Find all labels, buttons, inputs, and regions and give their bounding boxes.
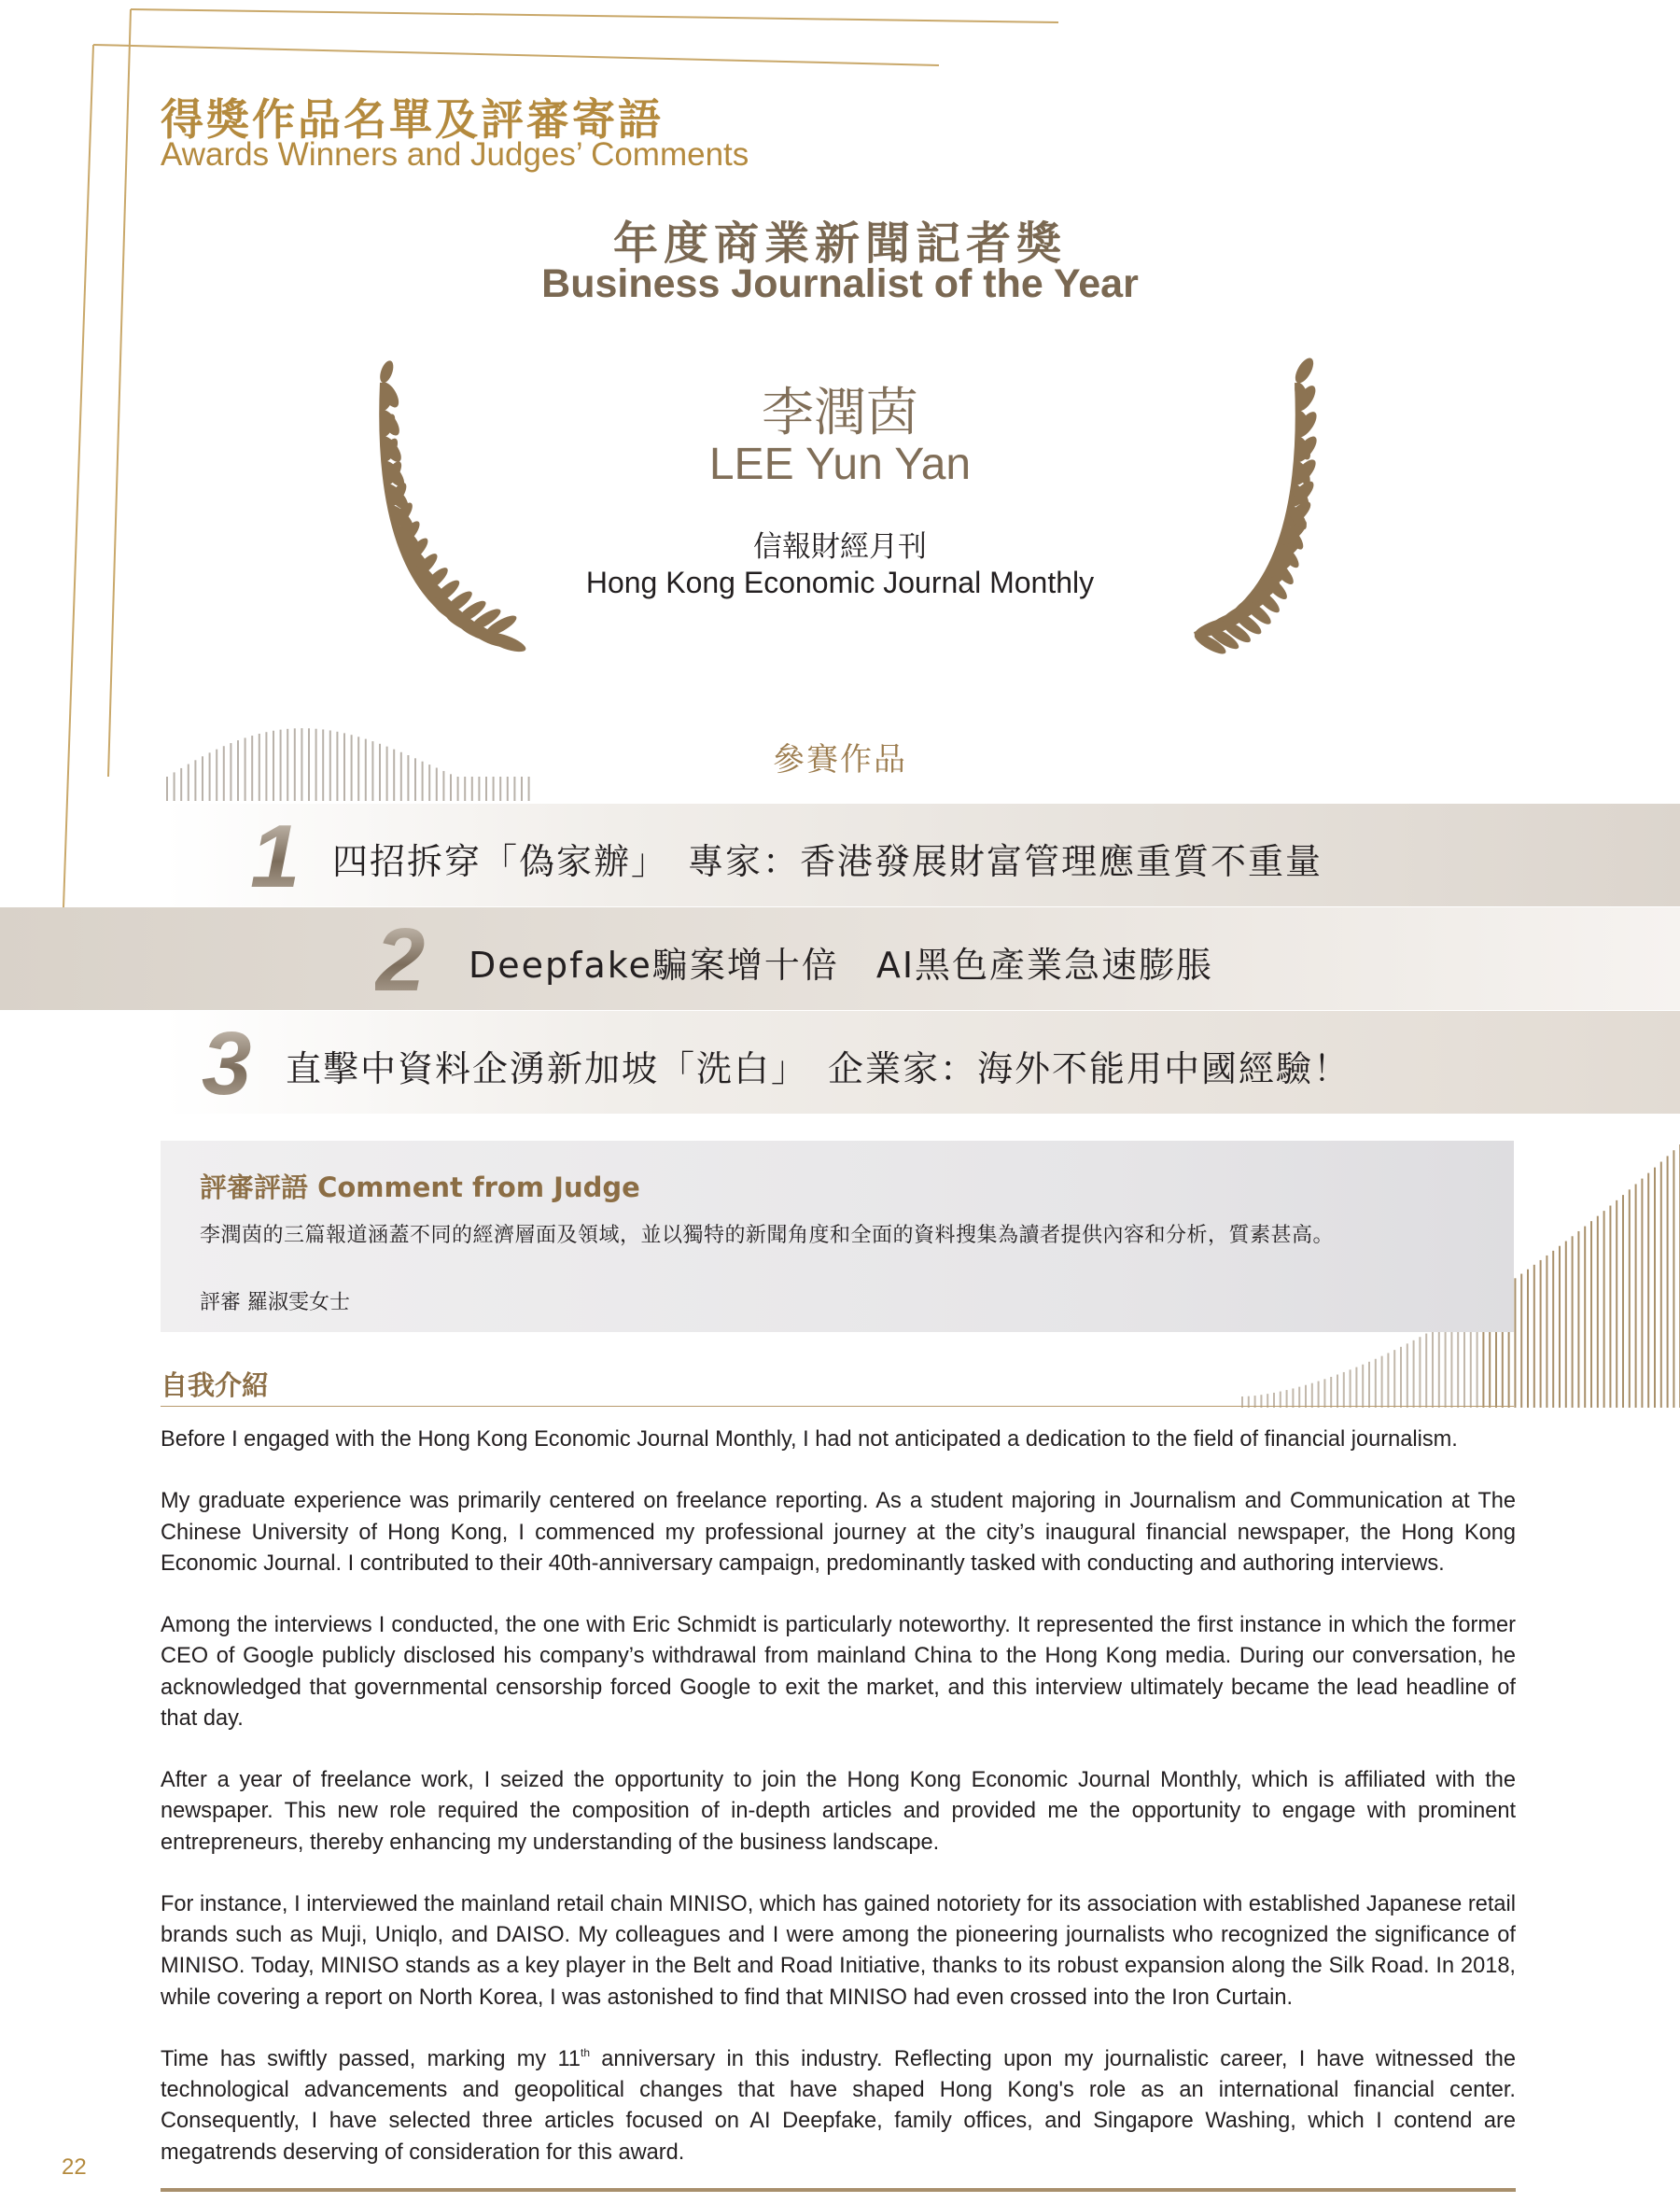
bar-wave-left-stroke [166, 777, 168, 801]
bar-wave-left-stroke [464, 777, 466, 801]
bar-wave-left-stroke [478, 777, 480, 801]
bar-wave-right-stroke [1337, 1375, 1338, 1408]
bar-wave-right-stroke [1622, 1195, 1624, 1408]
publication-zh: 信報財經月刊 [753, 530, 927, 564]
bar-wave-right-stroke [1419, 1337, 1421, 1408]
judge-comment-text: 李潤茵的三篇報道涵蓋不同的經濟層面及領域，並以獨特的新聞角度和全面的資料搜集為讀者提供內容和分析，質素甚高。 [200, 1224, 1335, 1247]
bar-wave-right-stroke [1362, 1365, 1364, 1408]
bar-wave-right-stroke [1520, 1274, 1522, 1408]
bar-wave-right-stroke [1298, 1387, 1300, 1408]
bar-wave-right-stroke [1413, 1340, 1415, 1408]
bar-wave-right-stroke [1673, 1150, 1674, 1408]
bar-wave-right-stroke [1387, 1353, 1389, 1408]
self-intro-body [161, 1424, 1516, 2168]
bar-wave-left-stroke [471, 777, 473, 801]
bar-wave-left-stroke [499, 777, 501, 801]
publication-en: Hong Kong Economic Journal Monthly [585, 566, 1095, 599]
bar-wave-right-stroke [1584, 1227, 1586, 1408]
bar-wave-right-stroke [1407, 1343, 1408, 1408]
winner-name-en: LEE Yun Yan [708, 440, 972, 489]
bar-wave-left-stroke [528, 777, 530, 801]
bar-wave-right-stroke [1350, 1369, 1351, 1408]
bar-wave-right-stroke [1400, 1347, 1402, 1408]
bar-wave-right-stroke [1514, 1278, 1516, 1408]
bar-wave-right-stroke [1445, 1323, 1447, 1408]
bar-wave-right-stroke [1318, 1382, 1320, 1408]
bar-wave-right-stroke [1635, 1184, 1637, 1408]
self-intro-divider [161, 1406, 1514, 1407]
ordinal-suffix: th [581, 2045, 591, 2059]
bar-wave-right-stroke [1603, 1211, 1605, 1408]
bar-wave-right-stroke [1667, 1156, 1669, 1408]
entry-number-3: 3 [202, 1014, 252, 1114]
bar-wave-right-stroke [1559, 1246, 1561, 1408]
bar-wave-right-stroke [1616, 1200, 1617, 1408]
bar-wave-right-stroke [1432, 1330, 1434, 1408]
bar-wave-right-stroke [1572, 1236, 1574, 1408]
frame-line-top-2 [131, 9, 1058, 22]
judge-comment-title: 評審評語 Comment from Judge [200, 1172, 640, 1203]
entry-number-2: 2 [375, 910, 426, 1010]
bar-wave-right-stroke [1330, 1377, 1332, 1408]
bar-wave-right-stroke [1292, 1388, 1294, 1408]
intro-paragraph-6 [161, 2044, 1516, 2168]
entry-number-1: 1 [250, 807, 301, 906]
bar-wave-right-stroke [1609, 1206, 1611, 1408]
bar-wave-left-stroke [507, 777, 509, 801]
intro-paragraph-5: For instance, I interviewed the mainland retail chain MINISO, which has gained notoriety for its association with established Japanese retail brands such as Muji, Uniqlo, and DAISO. My colleagues and I were among the pioneering journalists who recognized the significance of MINISO. Today, MINISO stands as a key player in the Belt and Road Initiative, thanks to its robust expansion along the Silk Road. In 2018, while covering a report on North Korea, I was astonished to find that MINISO had even crossed into the Iron Curtain. [161, 1891, 1516, 2010]
bar-wave-right-stroke [1393, 1350, 1395, 1408]
bar-wave-right-stroke [1527, 1270, 1529, 1408]
entry-title-1: 四招拆穿「偽家辦」 專家：香港發展財富管理應重質不重量 [332, 841, 1323, 882]
bar-wave-left-stroke [457, 777, 459, 801]
bar-wave-right-stroke [1425, 1334, 1427, 1408]
bar-wave-left-stroke [521, 777, 523, 801]
bar-wave-right-stroke [1647, 1173, 1649, 1408]
bar-wave-right-stroke [1629, 1189, 1631, 1408]
section-title-zh: 得獎作品名單及評審寄語 [161, 94, 664, 145]
entries-label: 參賽作品 [773, 741, 907, 779]
intro-paragraph-2: My graduate experience was primarily centered on freelance reporting. As a student majoring in Journalism and Communication at The Chinese University of Hong Kong, I commenced my professional journey at the city’s inaugural financial newspaper, the Hong Kong Economic Journal. I contributed to their 40th-anniversary campaign, predominantly tasked with conducting and authoring interviews. [161, 1489, 1516, 1576]
bottom-divider [161, 2188, 1516, 2192]
bar-wave-left-stroke [485, 777, 487, 801]
award-title-zh: 年度商業新聞記者獎 [612, 217, 1067, 270]
frame-line-top-1 [93, 45, 939, 65]
bar-wave-right-stroke [1597, 1216, 1599, 1408]
bar-wave-right-stroke [1375, 1359, 1377, 1408]
section-title-en: Awards Winners and Judges’ Comments [161, 136, 749, 173]
bar-wave-right-stroke [1343, 1372, 1345, 1408]
bar-wave-right-stroke [1368, 1362, 1370, 1408]
bar-wave-right-stroke [1577, 1231, 1579, 1408]
entry-title-3: 直擊中資料企湧新加坡「洗白」 企業家：海外不能用中國經驗！ [286, 1048, 1351, 1089]
bar-wave-right-stroke [1654, 1168, 1656, 1408]
bar-wave-right-stroke [1305, 1385, 1307, 1408]
intro-paragraph-6-end: anniversary in this industry. Reflecting upon my journalistic career, I have witnessed the technological advancements and geopolitical changes that have shaped Hong Kong's role as an international financial center. Consequently, I have selected three articles focused on AI Deepfake, family offices, and Singapore Washing, which I contend are megatrends deserving of consideration for this award. [161, 2046, 1516, 2165]
bar-wave-right-stroke [1590, 1221, 1592, 1408]
bar-wave-right-stroke [1565, 1242, 1567, 1408]
intro-paragraph-4: After a year of freelance work, I seized the opportunity to join the Hong Kong Economic Journal Monthly, which is affiliated with the newspaper. This new role required the composition of in-depth articles and provided me the opportunity to engage with prominent entrepreneurs, thereby enhancing my understanding of the business landscape. [161, 1768, 1516, 1855]
bar-wave-right-stroke [1546, 1256, 1547, 1408]
award-title-en: Business Journalist of the Year [541, 261, 1139, 306]
page-number: 22 [62, 2154, 87, 2180]
intro-paragraph-6-start: Time has swiftly passed, marking my 11 [161, 2046, 581, 2071]
bar-wave-right-stroke [1355, 1368, 1357, 1408]
self-intro-title: 自我介紹 [161, 1369, 270, 1401]
bar-wave-right-stroke [1540, 1260, 1542, 1408]
bar-wave-right-stroke [1533, 1265, 1535, 1408]
bar-wave-right-stroke [1641, 1179, 1643, 1408]
entry-title-2: Deepfake騙案增十倍 AI黑色產業急速膨脹 [469, 945, 1214, 986]
judge-signature: 評審 羅淑雯女士 [200, 1291, 350, 1314]
bar-wave-right-stroke [1381, 1356, 1383, 1408]
bar-wave-right-stroke [1438, 1326, 1440, 1408]
bar-wave-right-stroke [1323, 1379, 1325, 1408]
winner-name-zh: 李潤茵 [762, 383, 918, 443]
bar-wave-right-stroke [1450, 1319, 1452, 1408]
bar-wave-left-stroke [513, 777, 515, 801]
frame-line-left-2 [62, 45, 93, 961]
bar-wave-right-stroke [1660, 1162, 1662, 1408]
intro-paragraph-1: Before I engaged with the Hong Kong Economic Journal Monthly, I had not anticipated a dedication to the field of financial journalism. [161, 1427, 1458, 1452]
bar-wave-right-stroke [1311, 1383, 1313, 1408]
bar-wave-left-stroke [493, 777, 495, 801]
intro-paragraph-3: Among the interviews I conducted, the one with Eric Schmidt is particularly noteworthy. It represented the first instance in which the former CEO of Google publicly disclosed his company’s withdrawal from mainland China to the Hong Kong media. During our conversation, he acknowledged that governmental censorship forced Google to exit the market, and this interview ultimately became the lead headline of that day. [161, 1613, 1516, 1731]
bar-wave-right-stroke [1552, 1251, 1554, 1408]
